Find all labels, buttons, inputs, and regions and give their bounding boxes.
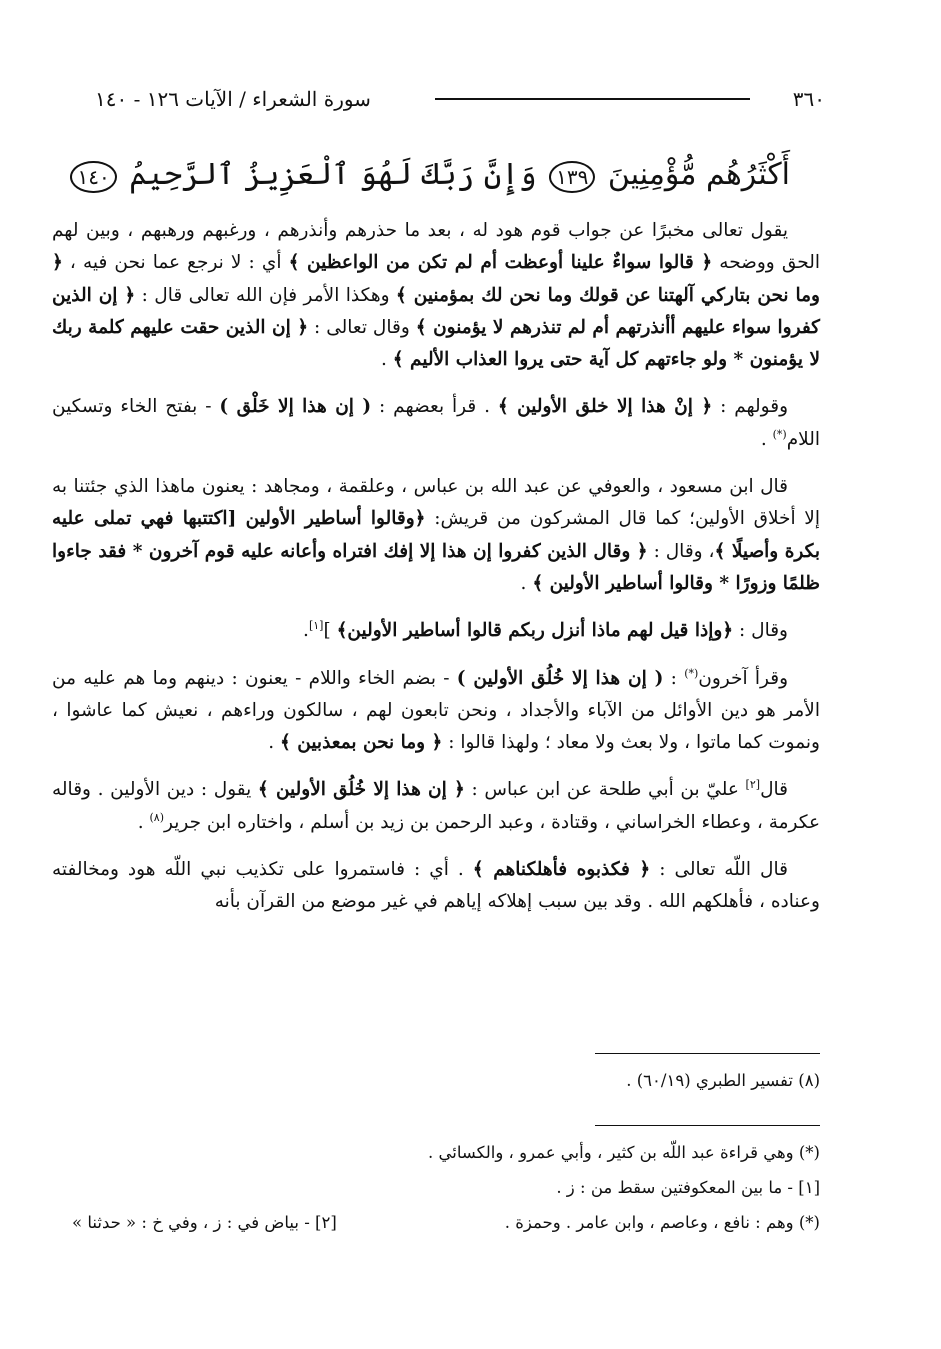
text: يقول : دين الأولين . وقاله عكرمة ، وعطاء الخراساني ، وقتادة ، وعبد الرحمن بن زيد بن أسلم ، واختاره ابن جرير bbox=[52, 779, 820, 833]
text: عليّ بن أبي طلحة عن ابن عباس : bbox=[464, 779, 746, 801]
text: . bbox=[381, 349, 393, 371]
text: - بفتح الخاء وتسكين اللام bbox=[52, 396, 820, 450]
text: . bbox=[268, 732, 280, 754]
text: قال اللّه تعالى : bbox=[650, 859, 788, 881]
quote: ﴿ إن الذين كفروا سواء عليهم أأنذرتهم أم لم تنذرهم لا يؤمنون ﴾ bbox=[52, 284, 820, 338]
footnote-marker: (٨) bbox=[149, 810, 165, 824]
text: وهكذا الأمر فإن الله تعالى قال : bbox=[135, 284, 396, 306]
quote: ﴿وقالوا أساطير الأولين [اكتتبها فهي تملى عليه بكرة وأصيلًا ﴾ bbox=[52, 508, 821, 562]
paragraph-6 bbox=[52, 774, 820, 839]
footnote-rule bbox=[595, 1053, 820, 1054]
text: يقول تعالى مخبرًا عن جواب قوم هود له ، بعد ما حذرهم وأنذرهم ، ورغبهم ورهبهم ، وبين لهم الحق ووضحه bbox=[52, 220, 820, 274]
paragraph-1 bbox=[52, 215, 820, 376]
text: قال ابن مسعود ، والعوفي عن عبد الله بن عباس ، وعلقمة ، ومجاهد : يعنون ماهذا الذي جئتنا به إلا أخلاق الأولين؛ كما قال المشركون من قريش: bbox=[52, 476, 821, 530]
text: ، وقال : bbox=[647, 540, 715, 562]
surah-info: سورة الشعراء / الآيات ١٢٦ - ١٤٠ bbox=[95, 87, 371, 111]
footnote-bracket-2: [٢] - بياض في : ز ، وفي خ : « حدثنا » bbox=[72, 1213, 337, 1232]
verse-text-2: وَإِنَّ رَبَّكَ لَهُوَ ٱلْعَزِيزُ ٱلرَّحِيمُ bbox=[129, 157, 537, 192]
text: . bbox=[303, 620, 309, 642]
verse-number-140: ١٤٠ bbox=[70, 161, 116, 193]
footnote-star-1: (*) وهي قراءة عبد اللّه بن كثير ، وأبي عمرو ، والكسائي . bbox=[428, 1143, 820, 1162]
text: . أي : فاستمروا على تكذيب نبي اللّه هود ومخالفته وعناده ، فأهلكهم الله . وقد بين سبب إهلاكه إياهم في غير موضع من القرآن بأنه bbox=[52, 859, 820, 913]
quote: ﴿ وقال الذين كفروا إن هذا إلا إفك افتراه وأعانه عليه قوم آخرون * فقد جاءوا ظلمًا وزورًا * وقالوا أساطير الأولين ﴾ bbox=[52, 540, 820, 594]
text: ] bbox=[323, 620, 337, 642]
paragraph-3 bbox=[52, 471, 820, 600]
quote: ﴿ وما نحن بمعذبين ﴾ bbox=[279, 732, 443, 754]
quote: ﴿ إنْ هذا إلا خلق الأولين ﴾ bbox=[497, 396, 713, 418]
text: وقولهم : bbox=[712, 396, 789, 418]
paragraph-2 bbox=[52, 391, 820, 456]
verse-text-1: أَكْثَرُهُم مُّؤْمِنِينَ bbox=[607, 157, 790, 192]
text: : bbox=[663, 667, 685, 689]
text: . bbox=[760, 428, 773, 450]
footnote-8: (٨) تفسير الطبري (٦٠/١٩) . bbox=[626, 1071, 820, 1090]
quote: ﴿ إن الذين حقت عليهم كلمة ربك لا يؤمنون * ولو جاءتهم كل آية حتى يروا العذاب الأليم ﴾ bbox=[52, 316, 820, 371]
text: - بضم الخاء واللام - يعنون : دينهم وما هم عليه من الأمر هو دين الأوائل من الآباء والأجداد ، ونحن تابعون لهم ، سالكون وراءهم ، نعيش كما عاشوا ، ونموت كما ماتوا ، ولا بعث ولا معاد ؛ ولهذا قالوا : bbox=[52, 667, 820, 754]
text: قال bbox=[760, 779, 788, 801]
footnote-marker: [١] bbox=[308, 619, 324, 633]
paragraph-5 bbox=[52, 663, 820, 760]
quote: ﴿ فكذبوه فأهلكناهم ﴾ bbox=[472, 859, 651, 881]
quote: ﴿ إن هذا إلا خُلُق الأولين ﴾ bbox=[257, 779, 465, 801]
footnote-bracket-1: [١] - ما بين المعكوفتين سقط من : ز . bbox=[556, 1178, 820, 1197]
quote: ﴿ وما نحن بتاركي آلهتنا عن قولك وما نحن لك بمؤمنين ﴾ bbox=[52, 252, 820, 306]
footnote-marker: (*) bbox=[684, 666, 699, 680]
paragraph-7 bbox=[52, 854, 820, 919]
footnote-rule bbox=[595, 1125, 820, 1126]
quote: ﴿ قالوا سواءٌ علينا أوعظت أم لم تكن من الواعظين ﴾ bbox=[288, 252, 713, 274]
paragraph-4 bbox=[52, 615, 820, 647]
text: . قرأ بعضهم : bbox=[371, 396, 498, 418]
quote: ( إن هذا إلا خُلُق الأولين ) bbox=[456, 667, 664, 689]
quote: ﴿وإذا قيل لهم ماذا أنزل ربكم قالوا أساطير الأولين﴾ bbox=[336, 620, 734, 642]
footnote-marker: [٢] bbox=[745, 778, 761, 792]
text: . bbox=[520, 572, 533, 594]
header-rule bbox=[435, 98, 750, 100]
page-number: ٣٦٠ bbox=[792, 87, 825, 111]
verse-number-139: ١٣٩ bbox=[549, 161, 595, 193]
commentary-body bbox=[52, 215, 820, 919]
text: . bbox=[137, 811, 150, 833]
footnote-marker: (*) bbox=[772, 427, 787, 441]
footnote-star-2: (*) وهم : نافع ، وعاصم ، وابن عامر . وحمزة . bbox=[504, 1213, 820, 1232]
footnote-row bbox=[52, 1208, 820, 1238]
text: وقال تعالى : bbox=[308, 316, 416, 338]
running-header bbox=[95, 84, 825, 114]
text: وقال : bbox=[733, 620, 788, 642]
quran-verse bbox=[77, 140, 790, 210]
text: وقرأ آخرون bbox=[698, 667, 788, 689]
quote: ( إن هذا إلا خَلْق ) bbox=[219, 396, 372, 418]
text: أي : لا نرجع عما نحن فيه ، bbox=[62, 252, 289, 274]
